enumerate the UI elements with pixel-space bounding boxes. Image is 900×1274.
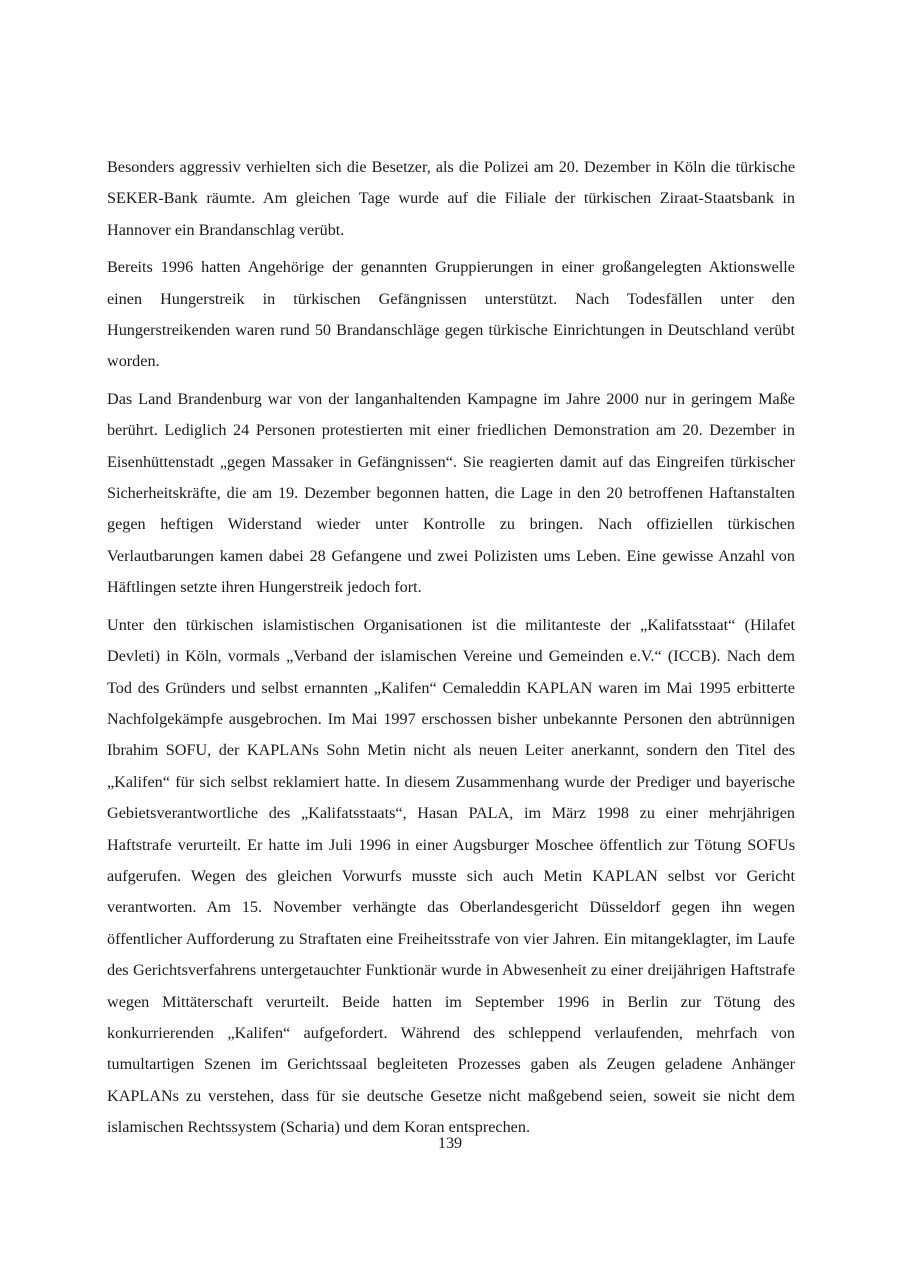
- paragraph-4: Unter den türkischen islamistischen Organisationen ist die militanteste der „Kalifatsstaat“ (Hilafet Devleti) in Köln, vormals „Verband der islamischen Vereine und Gemeinden e.V.“ (ICCB). Nach dem Tod des Gründers und selbst ernannten „Kalifen“ Cemaleddin KAPLAN waren im Mai 1995 erbitterte Nachfolgekämpfe ausgebrochen. Im Mai 1997 erschossen bisher unbekannte Personen den abtrünnigen Ibrahim SOFU, der KAPLANs Sohn Metin nicht als neuen Leiter anerkannt, sondern den Titel des „Kalifen“ für sich selbst reklamiert hatte. In diesem Zusammenhang wurde der Prediger und bayerische Gebietsverantwortliche des „Kalifatsstaats“, Hasan PALA, im März 1998 zu einer mehrjährigen Haftstrafe verurteilt. Er hatte im Juli 1996 in einer Augsburger Moschee öffentlich zur Tötung SOFUs aufgerufen. Wegen des gleichen Vorwurfs musste sich auch Metin KAPLAN selbst vor Gericht verantworten. Am 15. November verhängte das Oberlandesgericht Düsseldorf gegen ihn wegen öffentlicher Aufforderung zu Straftaten eine Freiheitsstrafe von vier Jahren. Ein mitangeklagter, im Laufe des Gerichtsverfahrens untergetauchter Funktionär wurde in Abwesenheit zu einer dreijährigen Haftstrafe wegen Mittäterschaft verurteilt. Beide hatten im September 1996 in Berlin zur Tötung des konkurrierenden „Kalifen“ aufgefordert. Während des schleppend verlaufenden, mehrfach von tumultartigen Szenen im Gerichtssaal begleiteten Prozesses gaben als Zeugen geladene Anhänger KAPLANs zu verstehen, dass für sie deutsche Gesetze nicht maßgebend seien, soweit sie nicht dem islamischen Rechtssystem (Scharia) und dem Koran entsprechen.: [107, 615, 795, 1137]
- paragraph-1: Besonders aggressiv verhielten sich die Besetzer, als die Polizei am 20. Dezember in Köln die türkische SEKER-Bank räumte. Am gleichen Tage wurde auf die Filiale der türkischen Ziraat-Staatsbank in Hannover ein Brandanschlag verübt.: [107, 158, 795, 239]
- page-body: [107, 152, 795, 1150]
- paragraph-3: Das Land Brandenburg war von der langanhaltenden Kampagne im Jahre 2000 nur in geringem Maße berührt. Lediglich 24 Personen protestierten mit einer friedlichen Demonstration am 20. Dezember in Eisenhüttenstadt „gegen Massaker in Gefängnissen“. Sie reagierten damit auf das Eingreifen türkischer Sicherheitskräfte, die am 19. Dezember begonnen hatten, die Lage in den 20 betroffenen Haftanstalten gegen heftigen Widerstand wieder unter Kontrolle zu bringen. Nach offiziellen türkischen Verlautbarungen kamen dabei 28 Gefangene und zwei Polizisten ums Leben. Eine gewisse Anzahl von Häftlingen setzte ihren Hungerstreik jedoch fort.: [107, 389, 795, 597]
- paragraph-2: Bereits 1996 hatten Angehörige der genannten Gruppierungen in einer großangelegten Aktionswelle einen Hungerstreik in türkischen Gefängnissen unterstützt. Nach Todesfällen unter den Hungerstreikenden waren rund 50 Brandanschläge gegen türkische Einrichtungen in Deutschland verübt worden.: [107, 258, 795, 371]
- page-number: 139: [437, 1134, 463, 1152]
